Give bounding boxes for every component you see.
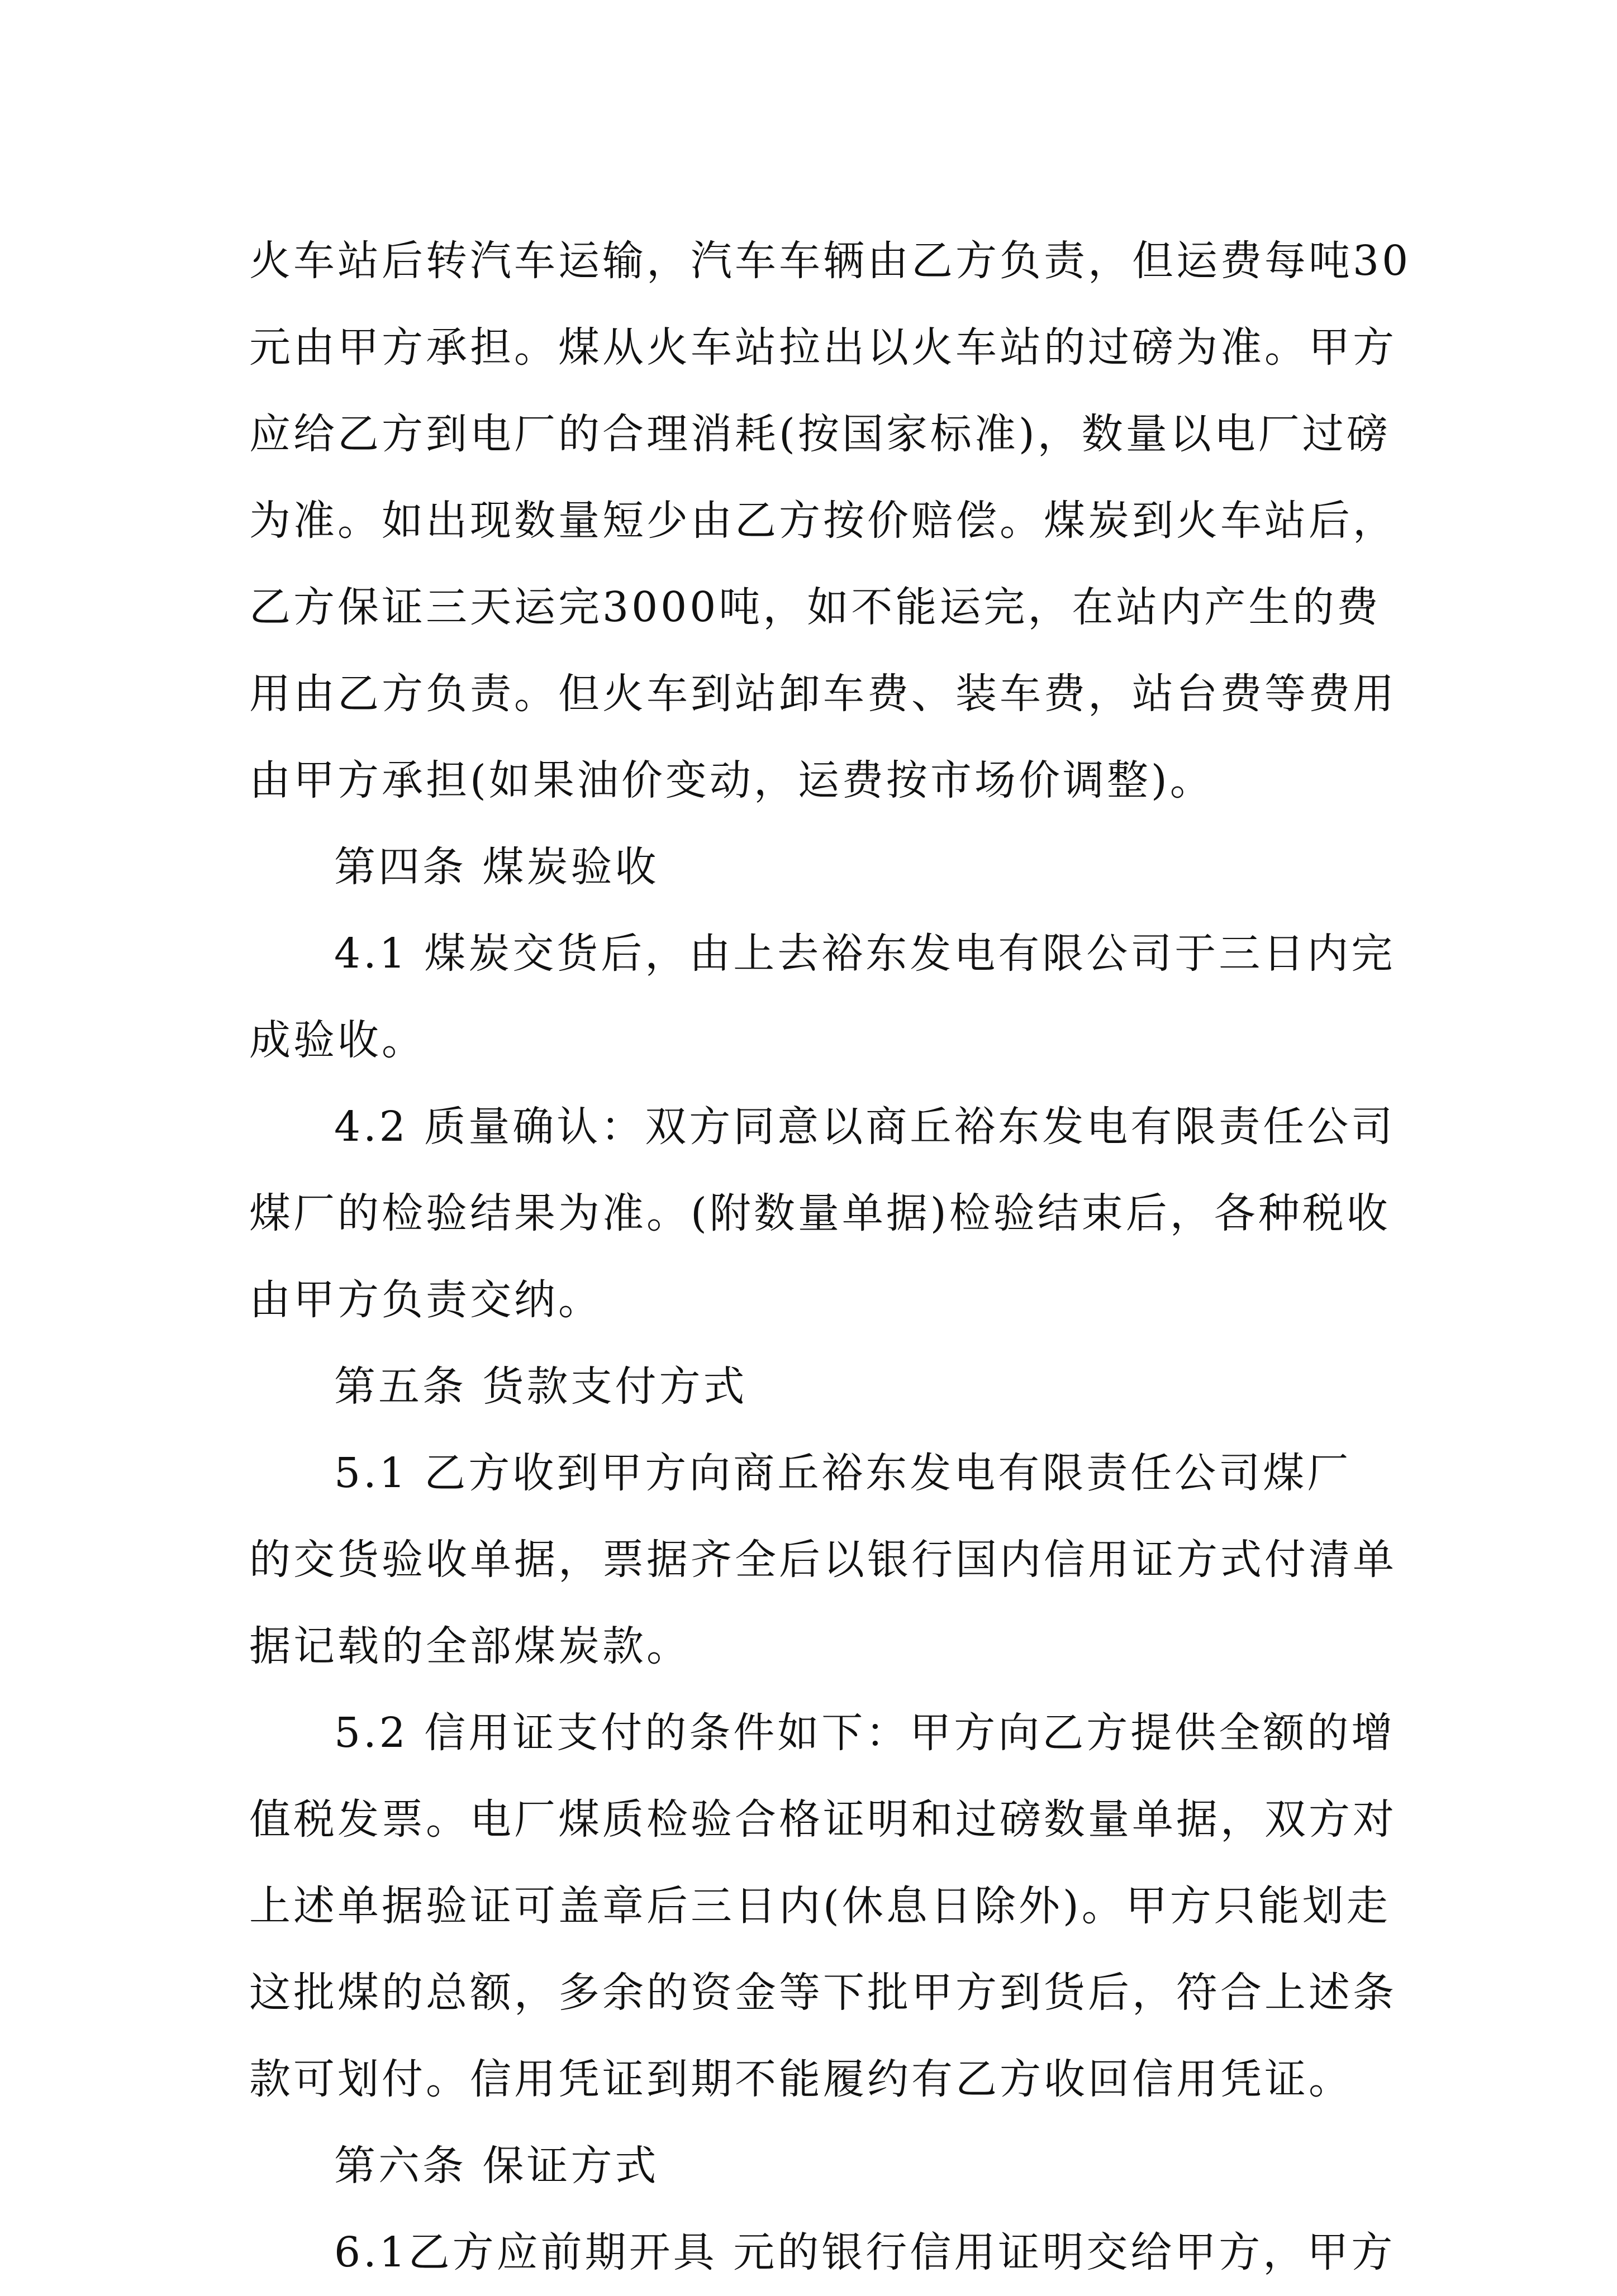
clause-5-2-line: 5.2 信用证支付的条件如下：甲方向乙方提供全额的增 <box>334 1709 1396 1757</box>
paragraph-line: 用由乙方负责。但火车到站卸车费、装车费，站台费等费用 <box>249 670 1397 718</box>
clause-5-2-line: 上述单据验证可盖章后三日内(休息日除外)。甲方只能划走 <box>249 1882 1391 1930</box>
paragraph-line: 元由甲方承担。煤从火车站拉出以火车站的过磅为准。甲方 <box>249 323 1397 371</box>
clause-5-1-line: 的交货验收单据，票据齐全后以银行国内信用证方式付清单 <box>249 1536 1397 1584</box>
paragraph-line: 火车站后转汽车运输，汽车车辆由乙方负责，但运费每吨30 <box>249 237 1411 285</box>
clause-5-2-line: 这批煤的总额，多余的资金等下批甲方到货后，符合上述条 <box>249 1969 1397 2017</box>
clause-4-2-line: 4.2 质量确认：双方同意以商丘裕东发电有限责任公司 <box>334 1103 1396 1151</box>
paragraph-line: 由甲方承担(如果油价变动，运费按市场价调整)。 <box>249 756 1214 804</box>
clause-4-2-line: 由甲方负责交纳。 <box>249 1276 602 1324</box>
clause-6-1-line: 6.1乙方应前期开具 元的银行信用证明交给甲方，甲方 <box>334 2228 1396 2276</box>
clause-4-1-line: 成验收。 <box>249 1016 426 1064</box>
paragraph-line: 为准。如出现数量短少由乙方按价赔偿。煤炭到火车站后， <box>249 497 1397 545</box>
document-body <box>249 218 1411 2296</box>
clause-4-1-line: 4.1 煤炭交货后，由上去裕东发电有限公司于三日内完 <box>334 930 1396 978</box>
clause-5-2-line: 值税发票。电厂煤质检验合格证明和过磅数量单据，双方对 <box>249 1795 1397 1844</box>
clause-5-1-line: 据记载的全部煤炭款。 <box>249 1622 691 1670</box>
clause-5-2-line: 款可划付。信用凭证到期不能履约有乙方收回信用凭证。 <box>249 2055 1353 2103</box>
paragraph-line: 乙方保证三天运完3000吨，如不能运完，在站内产生的费 <box>249 583 1381 631</box>
section-heading-article-6: 第六条 保证方式 <box>334 2142 659 2190</box>
section-heading-article-5: 第五条 货款支付方式 <box>334 1363 748 1411</box>
paragraph-line: 应给乙方到电厂的合理消耗(按国家标准)，数量以电厂过磅 <box>249 410 1391 458</box>
clause-4-2-line: 煤厂的检验结果为准。(附数量单据)检验结束后，各种税收 <box>249 1189 1391 1237</box>
section-heading-article-4: 第四条 煤炭验收 <box>334 843 659 891</box>
clause-5-1-line: 5.1 乙方收到甲方向商丘裕东发电有限责任公司煤厂 <box>334 1449 1352 1497</box>
